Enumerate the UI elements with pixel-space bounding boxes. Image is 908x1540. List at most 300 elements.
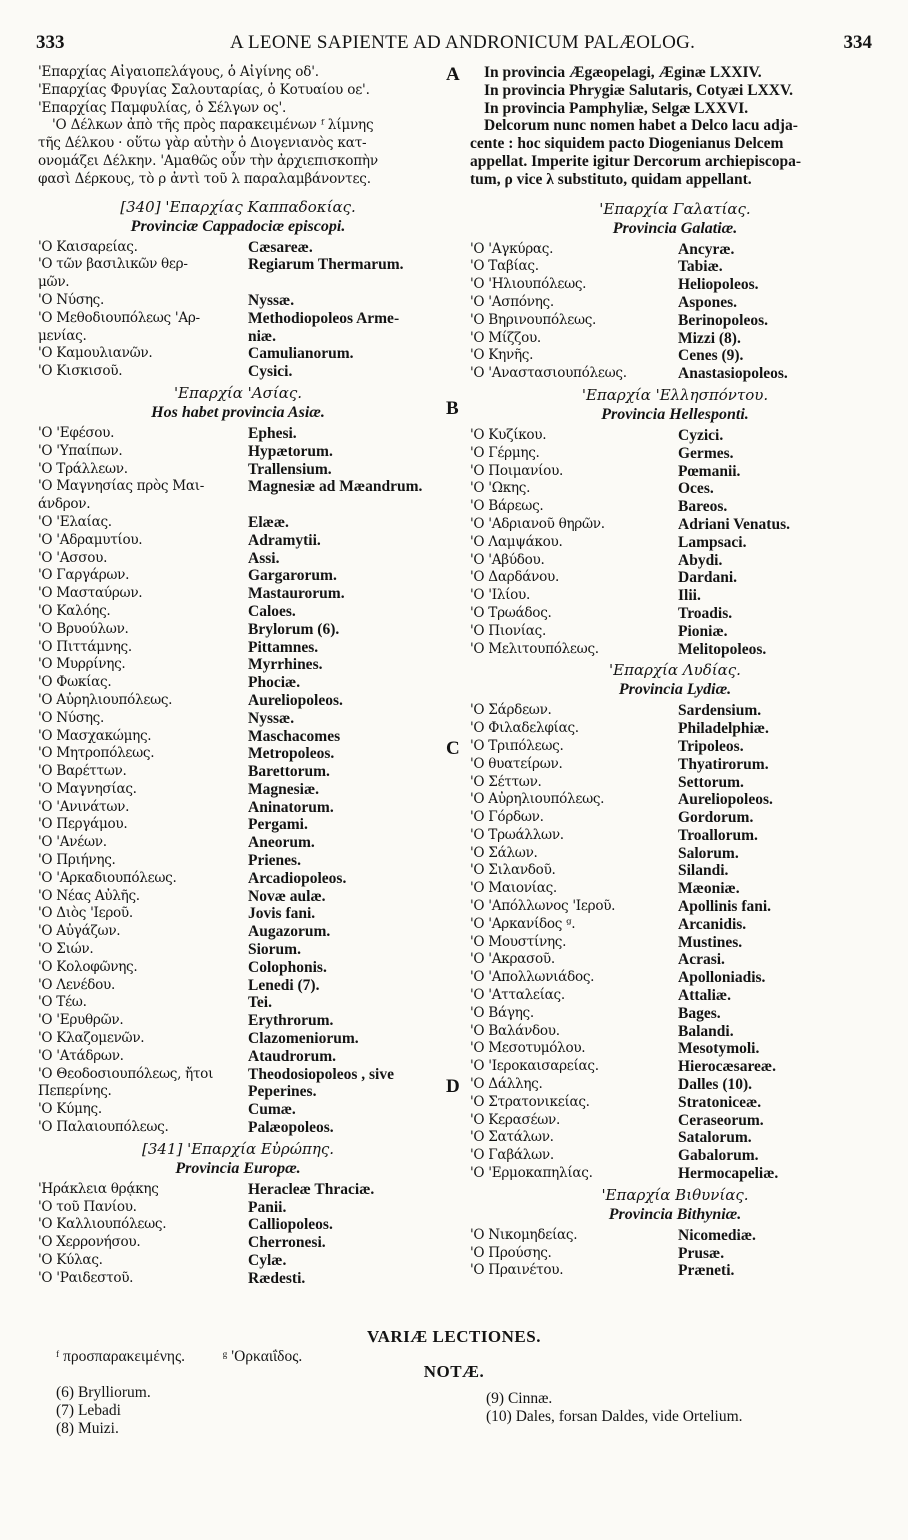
latin-see-name: Tabiæ. [678, 258, 723, 276]
latin-see-name: Pioniæ. [678, 622, 728, 640]
greek-see-name: 'Ο Μαιονίας. [470, 880, 557, 897]
greek-see-name: 'Ο Σάλων. [470, 844, 538, 861]
section-latin-heading: Provincia Galatiæ. [612, 219, 738, 237]
list-item [38, 292, 438, 310]
section-greek-heading: 'Επαρχία Λυδίας. [609, 661, 741, 680]
text-line: 'Επαρχίας Παμφυλίας, ὁ Σέλγων ος'. [38, 99, 287, 116]
greek-see-name: 'Ο Νικομηδείας. [470, 1226, 578, 1243]
latin-see-name: Aneorum. [248, 834, 315, 852]
latin-see-name: Lenedi (7). [248, 976, 320, 994]
greek-see-name: 'Ο Νύσης. [38, 709, 105, 726]
list-item [38, 621, 438, 639]
section-latin-heading: Provincia Hellesponti. [601, 405, 749, 423]
greek-see-name: 'Ο Πριήνης. [38, 852, 116, 869]
list-item [470, 898, 880, 916]
notae-right [486, 1390, 743, 1426]
greek-see-name: 'Ο Πραινέτου. [470, 1262, 564, 1279]
greek-see-name: 'Ο Δάλλης. [470, 1076, 543, 1093]
list-item [470, 1245, 880, 1263]
latin-see-name: Hermocapeliæ. [678, 1165, 779, 1183]
list-item [38, 888, 438, 906]
list-item [470, 934, 880, 952]
latin-see-name: Cenes (9). [678, 347, 744, 365]
latin-see-name: Aureliopoleos. [678, 791, 773, 809]
section-greek-heading: 'Επαρχία Γαλατίας. [599, 199, 751, 218]
list-item [38, 603, 438, 621]
latin-see-name: Prienes. [248, 852, 301, 870]
latin-see-name: Cherronesi. [248, 1234, 326, 1252]
list-item [470, 774, 880, 792]
latin-see-name: Germes. [678, 444, 734, 462]
text-line: φασὶ Δέρκους, τὸ ρ ἀντὶ τοῦ λ παραλαμβάνοντες. [38, 170, 371, 187]
greek-see-name: 'Ο Παλαιουπόλεως. [38, 1119, 169, 1136]
section-latin-heading: Provincia Lydiæ. [618, 681, 732, 699]
latin-see-name: Jovis fani. [248, 905, 316, 923]
latin-see-name: Panii. [248, 1198, 287, 1216]
latin-see-name: Magnesiæ ad Mæandrum. [248, 478, 423, 496]
page-number-left: 333 [36, 32, 65, 53]
list-item [470, 641, 880, 659]
latin-see-name: Acrasi. [678, 951, 725, 969]
section-greek-heading: [341] 'Επαρχία Εὐρώπης. [142, 1139, 334, 1158]
greek-see-name: 'Ο Γαργάρων. [38, 567, 130, 584]
latin-see-name: Sardensium. [678, 702, 762, 720]
greek-see-name: 'Ο Ταβίας. [470, 258, 539, 275]
latin-see-name: Troadis. [678, 604, 733, 622]
margin-marker-c: C [446, 738, 460, 759]
greek-see-name: 'Ο Βηρινουπόλεως. [470, 311, 597, 328]
greek-see-name: 'Ο 'Ανέων. [38, 834, 107, 851]
greek-see-name: 'Ο Τράλλεων. [38, 460, 128, 477]
greek-see-name: 'Ο 'Ασσου. [38, 549, 108, 566]
list-item [38, 274, 438, 292]
latin-see-name: Melitopoleos. [678, 640, 767, 658]
list-item [38, 799, 438, 817]
list-item [470, 756, 880, 774]
list-item [38, 1101, 438, 1119]
latin-see-name: Cumæ. [248, 1101, 296, 1119]
greek-see-name: 'Ο Μίζζου. [470, 329, 541, 346]
greek-see-name: 'Ο Μαγνησίας πρὸς Μαι- [38, 478, 205, 495]
list-item [38, 763, 438, 781]
greek-see-name: 'Ο Τέω. [38, 994, 87, 1011]
list-item [470, 969, 880, 987]
latin-see-name: Mesotymoli. [678, 1040, 760, 1058]
list-item [470, 516, 880, 534]
latin-see-name: Ataudrorum. [248, 1047, 336, 1065]
list-item [470, 463, 880, 481]
list-item [38, 905, 438, 923]
greek-see-name: 'Ο Θεοδοσιουπόλεως, ἤτοι [38, 1065, 214, 1082]
list-item [470, 498, 880, 516]
latin-see-name: Anastasiopoleos. [678, 365, 788, 383]
greek-see-name: 'Ο Πιττάμνης. [38, 638, 132, 655]
latin-see-name: Tei. [248, 994, 272, 1012]
list-item [38, 550, 438, 568]
list-item [470, 276, 880, 294]
greek-see-name: 'Ο 'Ερυθρῶν. [38, 1012, 124, 1029]
list-item [38, 816, 438, 834]
greek-see-name: 'Ο Βάρεως. [470, 498, 544, 515]
latin-see-name: Mustines. [678, 933, 743, 951]
latin-see-name: Thyatirorum. [678, 755, 769, 773]
note-line: (10) Dales, forsan Daldes, vide Ortelium. [486, 1407, 743, 1425]
latin-see-name: Cysici. [248, 363, 293, 381]
latin-see-name: Aspones. [678, 293, 738, 311]
latin-see-name: Salorum. [678, 844, 739, 862]
greek-see-name: 'Ο 'Απολλωνιάδος. [470, 969, 595, 986]
greek-see-name: 'Ο Γέρμης. [470, 444, 540, 461]
list-item [38, 1216, 438, 1234]
latin-see-name: Satalorum. [678, 1129, 752, 1147]
latin-see-name: Caloes. [248, 602, 296, 620]
greek-see-name: 'Ο 'Ατταλείας. [470, 987, 565, 1004]
latin-see-name: Peperines. [248, 1083, 317, 1101]
latin-see-name: Prusæ. [678, 1244, 725, 1262]
margin-marker-a: A [446, 64, 460, 85]
note-line: (7) Lebadi [56, 1401, 121, 1419]
latin-see-name: Metropoleos. [248, 745, 335, 763]
section-greek-heading: 'Επαρχία Βιθυνίας. [601, 1185, 749, 1204]
list-item [38, 639, 438, 657]
greek-see-name: 'Ο Βρυούλων. [38, 620, 129, 637]
latin-see-name: Tripoleos. [678, 737, 744, 755]
list-item [38, 514, 438, 532]
greek-see-name: 'Ο Πιονίας. [470, 622, 546, 639]
greek-see-name: 'Ο θυατείρων. [470, 755, 563, 772]
list-item [38, 239, 438, 257]
list-item [38, 1199, 438, 1217]
latin-see-name: Adriani Venatus. [678, 515, 790, 533]
variae-item-1: ᶠ προσπαρακειμένης. [56, 1348, 186, 1365]
list-item [38, 692, 438, 710]
greek-see-name: 'Ο Βάγης. [470, 1004, 534, 1021]
greek-see-name: 'Ο 'Ακρασοῦ. [470, 951, 555, 968]
list-item [38, 585, 438, 603]
section-latin-heading: Provincia Bithyniæ. [608, 1205, 742, 1223]
list-item [470, 1076, 880, 1094]
latin-see-name: niæ. [248, 327, 276, 345]
entry-list [38, 1181, 438, 1288]
latin-see-name: Dardani. [678, 569, 737, 587]
latin-see-name: Colophonis. [248, 958, 327, 976]
greek-see-name: 'Ο Μασταύρων. [38, 585, 143, 602]
list-item [470, 1094, 880, 1112]
latin-see-name: Assi. [248, 549, 280, 567]
latin-see-name: Ceraseorum. [678, 1111, 764, 1129]
list-item [38, 674, 438, 692]
list-item [38, 496, 438, 514]
greek-see-name: 'Ο Κύμης. [38, 1101, 102, 1118]
latin-see-name: Silandi. [678, 862, 729, 880]
list-item [38, 852, 438, 870]
greek-see-name: 'Ο 'Ραιδεστοῦ. [38, 1269, 134, 1286]
latin-see-name: Ilii. [678, 587, 701, 605]
list-item [38, 941, 438, 959]
list-item [470, 862, 880, 880]
list-item [38, 425, 438, 443]
list-item [38, 363, 438, 381]
latin-see-name: Pœmanii. [678, 462, 741, 480]
greek-see-name: 'Ο Βαλάνδου. [470, 1022, 560, 1039]
text-line: ονομάζει Δέλκην. 'Αμαθῶς οὖν τὴν ἀρχιεπισκοπὴν [38, 152, 378, 169]
greek-see-name: 'Ο 'Ιλίου. [470, 587, 531, 604]
latin-see-name: Attaliæ. [678, 987, 731, 1005]
greek-see-name: 'Ο Χερρονήσου. [38, 1234, 141, 1251]
latin-see-name: Aureliopoleos. [248, 691, 343, 709]
text-line: τῆς Δέλκου · οὕτω γὰρ αὐτὴν ὁ Διογενιανὸς κατ- [38, 135, 367, 152]
latin-see-name: Nyssæ. [248, 291, 295, 309]
text-line: 'Ο Δέλκων ἀπὸ τῆς πρὸς παρακειμένων ᶠ λίμνης [52, 117, 374, 134]
list-item [470, 827, 880, 845]
greek-see-name: 'Ο τοῦ Πανίου. [38, 1198, 137, 1215]
latin-see-name: Pittamnes. [248, 638, 319, 656]
greek-see-name: 'Ο 'Ασπόνης. [470, 293, 554, 310]
list-item [38, 1252, 438, 1270]
list-item [38, 781, 438, 799]
greek-see-name: 'Ο Μουστίνης. [470, 933, 567, 950]
list-item [38, 478, 438, 496]
list-item [38, 1119, 438, 1137]
greek-see-name: 'Ο Φιλαδελφίας. [470, 720, 579, 737]
section-latin-heading: Hos habet provincia Asiæ. [151, 403, 325, 421]
text-line: Delcorum nunc nomen habet a Delco lacu adja- [484, 117, 798, 135]
greek-see-name: 'Ο 'Αγκύρας. [470, 240, 554, 257]
greek-see-name: 'Ο Φωκίας. [38, 674, 112, 691]
latin-see-name: Apolloniadis. [678, 969, 766, 987]
list-item [470, 552, 880, 570]
list-item [470, 1023, 880, 1041]
list-item [470, 587, 880, 605]
latin-see-name: Gordorum. [678, 809, 754, 827]
greek-see-name: 'Ο Μεσοτυμόλου. [470, 1040, 586, 1057]
right-column [470, 64, 880, 1280]
greek-see-name: 'Ο Κερασέων. [470, 1111, 560, 1128]
greek-see-name: 'Ο 'Αρκανίδος ᵍ. [470, 915, 576, 932]
latin-see-name: Bages. [678, 1004, 721, 1022]
greek-see-name: 'Ο 'Ερμοκαπηλίας. [470, 1165, 593, 1182]
list-item [470, 427, 880, 445]
list-item [38, 1066, 438, 1084]
text-line: 'Επαρχίας Φρυγίας Σαλουταρίας, ὁ Κοτυαίου οε'. [38, 81, 370, 98]
list-item [470, 951, 880, 969]
list-item [38, 256, 438, 274]
latin-see-name: Settorum. [678, 773, 744, 791]
greek-see-name: 'Ο Αὐρηλιουπόλεως. [38, 691, 173, 708]
text-line: In provincia Phrygiæ Salutaris, Cotyæi LXXV. [484, 81, 794, 99]
latin-see-name: Abydi. [678, 551, 723, 569]
latin-see-name: Apollinis fani. [678, 898, 772, 916]
list-item [470, 623, 880, 641]
list-item [38, 1234, 438, 1252]
section-latin-heading: Provincia Europæ. [175, 1159, 301, 1177]
latin-see-name: Palæopoleos. [248, 1119, 334, 1137]
greek-see-name: 'Ο Σιλανδοῦ. [470, 862, 556, 879]
latin-see-name: Balandi. [678, 1022, 734, 1040]
list-item [470, 569, 880, 587]
greek-see-name: 'Ο Προύσης. [470, 1244, 552, 1261]
latin-see-name: Novæ aulæ. [248, 887, 326, 905]
greek-see-name: 'Ο 'Ωκης. [470, 480, 531, 497]
greek-see-name: 'Ο Βαρέττων. [38, 763, 127, 780]
list-item [470, 1005, 880, 1023]
latin-see-name: Heracleæ Thraciæ. [248, 1180, 375, 1198]
latin-see-name: Cyzici. [678, 426, 724, 444]
greek-see-name: 'Ο Τρωάλλων. [470, 826, 564, 843]
greek-see-name: 'Ο Κύλας. [38, 1252, 103, 1269]
latin-see-name: Nicomediæ. [678, 1226, 756, 1244]
text-line: 'Επαρχίας Αἰγαιοπελάγους, ὁ Αἰγίνης οδ'. [38, 64, 319, 80]
list-item [470, 1165, 880, 1183]
list-item [38, 461, 438, 479]
latin-see-name: Berinopoleos. [678, 311, 768, 329]
latin-see-name: Mastaurorum. [248, 585, 345, 603]
latin-see-name: Phociæ. [248, 674, 301, 692]
greek-see-name: 'Ο 'Υπαίπων. [38, 442, 123, 459]
note-line: (8) Muizi. [56, 1419, 119, 1437]
greek-see-name: 'Ο Νέας Αὐλῆς. [38, 887, 140, 904]
latin-see-name: Ephesi. [248, 424, 297, 442]
list-item [470, 880, 880, 898]
list-item [470, 605, 880, 623]
greek-see-name: 'Ο Τριπόλεως. [470, 737, 564, 754]
list-item [470, 258, 880, 276]
notae-left [56, 1384, 151, 1437]
greek-see-name: 'Ο Καλλιουπόλεως. [38, 1216, 167, 1233]
greek-see-name: 'Ο Μεθοδιουπόλεως 'Αρ- [38, 309, 200, 326]
latin-see-name: Cylæ. [248, 1252, 287, 1270]
list-item [470, 720, 880, 738]
latin-see-name: Nyssæ. [248, 709, 295, 727]
latin-see-name: Mizzi (8). [678, 329, 741, 347]
greek-see-name: 'Ηράκλεια θρᾴκης [38, 1180, 159, 1197]
latin-see-name: Maschacomes [248, 727, 341, 745]
margin-marker-d: D [446, 1076, 460, 1097]
left-top-greek [38, 64, 438, 189]
list-item [38, 328, 438, 346]
list-item [38, 1083, 438, 1101]
greek-see-name: 'Ο Κηνῆς. [470, 347, 534, 364]
latin-see-name: Philadelphiæ. [678, 720, 769, 738]
greek-see-name: 'Ο Κισκισοῦ. [38, 363, 123, 380]
latin-see-name: Calliopoleos. [248, 1216, 333, 1234]
list-item [38, 1048, 438, 1066]
latin-see-name: Oces. [678, 480, 714, 498]
list-item [470, 365, 880, 383]
list-item [470, 1147, 880, 1165]
margin-marker-b: B [446, 398, 459, 419]
list-item [470, 702, 880, 720]
greek-see-name: 'Ο Γαβάλων. [470, 1147, 554, 1164]
greek-see-name: 'Ο 'Αδραμυτίου. [38, 531, 143, 548]
latin-see-name: Arcanidis. [678, 915, 747, 933]
greek-see-name: 'Ο Τρωάδος. [470, 604, 552, 621]
greek-see-name: 'Ο Κλαζομενῶν. [38, 1030, 145, 1047]
greek-see-name: 'Ο Μασχακώμης. [38, 727, 152, 744]
text-line: cente : hoc siquidem pacto Diogenianus Delcem [470, 135, 784, 153]
greek-see-name: 'Ο Μαγνησίας. [38, 780, 137, 797]
section-greek-heading: 'Επαρχία 'Ελλησπόντου. [581, 385, 769, 404]
section-greek-heading: 'Επαρχία 'Ασίας. [173, 383, 303, 402]
list-item [470, 1227, 880, 1245]
greek-see-name: 'Ο Νύσης. [38, 291, 105, 308]
list-item [470, 330, 880, 348]
greek-see-name: 'Ο Δαρδάνου. [470, 569, 559, 586]
left-sections [38, 197, 438, 1288]
list-item [38, 959, 438, 977]
greek-see-name: 'Ο 'Αναστασιουπόλεως. [470, 365, 627, 382]
list-item [38, 656, 438, 674]
latin-see-name: Hierocæsareæ. [678, 1058, 776, 1076]
greek-see-name: 'Ο 'Ανινάτων. [38, 798, 130, 815]
list-item [38, 443, 438, 461]
list-item [470, 1058, 880, 1076]
latin-see-name: Præneti. [678, 1262, 735, 1280]
list-item [470, 1262, 880, 1280]
page-number-right: 334 [843, 32, 872, 53]
note-line: (6) Brylliorum. [56, 1384, 151, 1401]
greek-see-name: 'Ο Διὸς 'Ιεροῦ. [38, 905, 133, 922]
list-item [470, 845, 880, 863]
list-item [38, 977, 438, 995]
right-sections [470, 199, 880, 1281]
greek-see-name: 'Ο Γόρδων. [470, 809, 544, 826]
list-item [38, 994, 438, 1012]
running-title: A LEONE SAPIENTE AD ANDRONICUM PALÆOLOG. [230, 32, 696, 53]
latin-see-name: Adramytii. [248, 531, 321, 549]
greek-see-name: 'Ο Αὐρηλιουπόλεως. [470, 791, 605, 808]
latin-see-name: Cæsareæ. [248, 238, 313, 256]
variae-item-2: ᵍ 'Ορκαιΐδος. [222, 1348, 303, 1365]
latin-see-name: Barettorum. [248, 763, 330, 781]
greek-see-name: άνδρον. [38, 496, 91, 513]
list-item [470, 294, 880, 312]
text-line: In provincia Ægæopelagi, Æginæ LXXIV. [484, 64, 762, 81]
text-line: tum, ρ vice λ substituto, quidam appellant. [470, 170, 752, 188]
greek-see-name: Πεπερίνης. [38, 1083, 112, 1100]
greek-see-name: μῶν. [38, 274, 70, 291]
latin-see-name: Clazomeniorum. [248, 1030, 359, 1048]
greek-see-name: 'Ο 'Εφέσου. [38, 424, 115, 441]
greek-see-name: 'Ο 'Ηλιουπόλεως. [470, 276, 587, 293]
list-item [38, 1030, 438, 1048]
greek-see-name: 'Ο 'Αδριανοῦ θηρῶν. [470, 515, 605, 532]
latin-see-name: Mæoniæ. [678, 880, 740, 898]
list-item [38, 870, 438, 888]
greek-see-name: 'Ο 'Αρκαδιουπόλεως. [38, 869, 177, 886]
latin-see-name: Gabalorum. [678, 1147, 759, 1165]
latin-see-name: Arcadiopoleos. [248, 869, 347, 887]
list-item [470, 738, 880, 756]
greek-see-name: 'Ο Σάρδεων. [470, 702, 552, 719]
right-top-latin [470, 64, 880, 189]
latin-see-name: Dalles (10). [678, 1076, 753, 1094]
section-latin-heading: Provinciæ Cappadociæ episcopi. [130, 217, 346, 235]
list-item [38, 1270, 438, 1288]
latin-see-name: Theodosiopoleos , sive [248, 1065, 394, 1083]
greek-see-name: 'Ο Ποιμανίου. [470, 462, 564, 479]
list-item [470, 445, 880, 463]
greek-see-name: 'Ο 'Ατάδρων. [38, 1047, 124, 1064]
latin-see-name: Stratoniceæ. [678, 1093, 762, 1111]
latin-see-name: Heliopoleos. [678, 276, 759, 294]
latin-see-name: Brylorum (6). [248, 620, 340, 638]
list-item [470, 480, 880, 498]
list-item [470, 347, 880, 365]
latin-see-name: Troallorum. [678, 826, 758, 844]
list-item [38, 834, 438, 852]
latin-see-name: Myrrhines. [248, 656, 323, 674]
